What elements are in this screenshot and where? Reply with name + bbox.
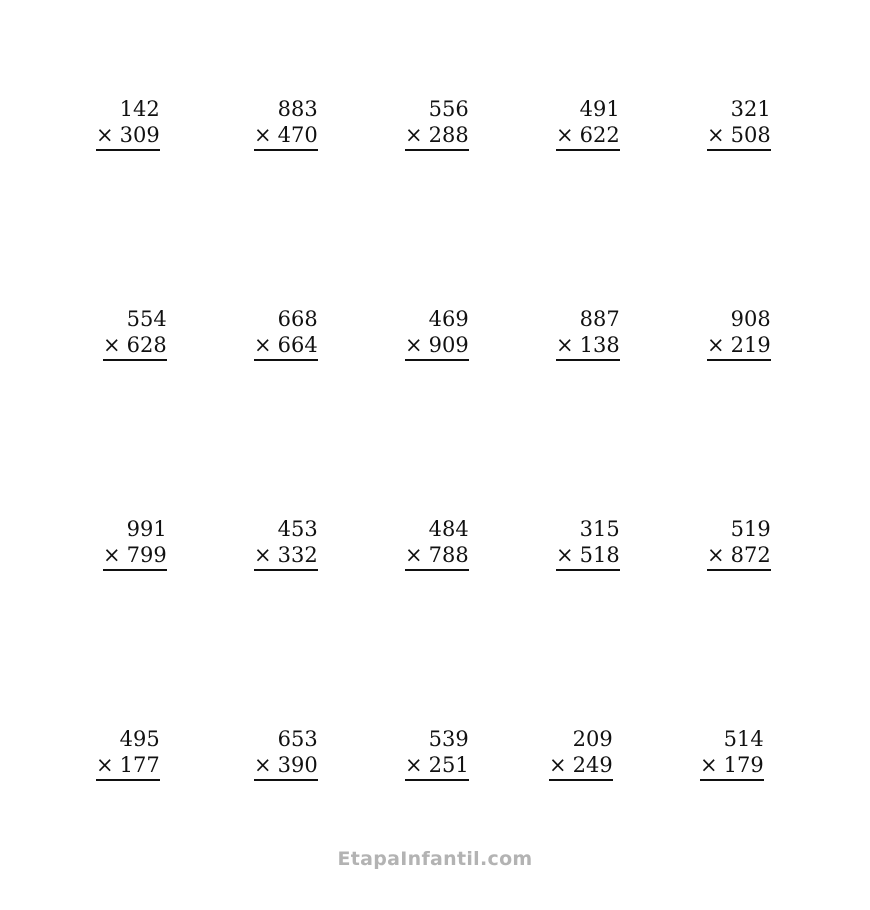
multiplier-row [103,332,167,361]
times-symbol: × [556,123,574,147]
multiplication-problem [556,306,620,361]
multiplier: 788 [428,543,469,567]
multiplicand: 209 [572,727,613,751]
multiplication-problem [103,306,167,361]
multiplier: 872 [730,543,771,567]
multiplier-row [405,122,469,151]
multiplication-problem [556,96,620,151]
multiplier: 622 [579,123,620,147]
multiplication-problem [254,516,318,571]
multiplicand: 491 [579,97,620,121]
multiplication-problem [707,516,771,571]
multiplier: 309 [119,123,160,147]
multiplier-row [707,542,771,571]
multiplier-row [707,122,771,151]
multiplicand: 556 [428,97,469,121]
times-symbol: × [96,123,114,147]
multiplier-row [405,332,469,361]
multiplier-row [556,332,620,361]
multiplier-row [254,542,318,571]
times-symbol: × [405,123,423,147]
multiplier: 288 [428,123,469,147]
multiplicand: 653 [277,727,318,751]
multiplier: 799 [126,543,167,567]
multiplier: 219 [730,333,771,357]
multiplication-problem [103,516,167,571]
multiplication-problem [707,96,771,151]
multiplier: 138 [579,333,620,357]
multiplication-problem [254,96,318,151]
multiplier-row [405,752,469,781]
multiplier: 390 [277,753,318,777]
multiplier: 508 [730,123,771,147]
multiplier-row [405,542,469,571]
multiplication-problem [405,306,469,361]
multiplier-row [96,752,160,781]
multiplicand: 519 [730,517,771,541]
times-symbol: × [96,753,114,777]
times-symbol: × [103,333,121,357]
multiplicand: 514 [723,727,764,751]
times-symbol: × [556,333,574,357]
times-symbol: × [707,543,725,567]
times-symbol: × [556,543,574,567]
times-symbol: × [254,333,272,357]
times-symbol: × [254,123,272,147]
times-symbol: × [103,543,121,567]
times-symbol: × [405,543,423,567]
multiplier: 470 [277,123,318,147]
multiplicand: 469 [428,307,469,331]
multiplier-row [96,122,160,151]
times-symbol: × [405,753,423,777]
multiplication-problem [405,96,469,151]
multiplication-problem [556,516,620,571]
multiplicand: 495 [119,727,160,751]
times-symbol: × [700,753,718,777]
times-symbol: × [405,333,423,357]
multiplier: 518 [579,543,620,567]
times-symbol: × [549,753,567,777]
multiplier: 251 [428,753,469,777]
multiplicand: 142 [119,97,160,121]
multiplier-row [556,542,620,571]
multiplicand: 484 [428,517,469,541]
multiplication-problem [707,306,771,361]
multiplier-row [700,752,764,781]
multiplication-problem [96,726,160,781]
multiplicand: 315 [579,517,620,541]
multiplicand: 908 [730,307,771,331]
multiplicand: 539 [428,727,469,751]
multiplication-problem [96,96,160,151]
multiplicand: 321 [730,97,771,121]
multiplier: 628 [126,333,167,357]
multiplier-row [549,752,613,781]
multiplication-problem [700,726,764,781]
multiplication-problem [549,726,613,781]
times-symbol: × [254,543,272,567]
multiplier: 179 [723,753,764,777]
multiplicand: 554 [126,307,167,331]
multiplicand: 991 [126,517,167,541]
multiplicand: 668 [277,307,318,331]
times-symbol: × [254,753,272,777]
multiplier-row [254,332,318,361]
multiplier: 177 [119,753,160,777]
multiplicand: 883 [277,97,318,121]
watermark-text: EtapaInfantil.com [337,848,533,870]
multiplication-problem [405,516,469,571]
multiplicand: 453 [277,517,318,541]
times-symbol: × [707,333,725,357]
multiplier: 332 [277,543,318,567]
multiplication-problem [405,726,469,781]
multiplier-row [254,752,318,781]
multiplier: 909 [428,333,469,357]
multiplication-problem [254,306,318,361]
multiplication-problem [254,726,318,781]
multiplicand: 887 [579,307,620,331]
multiplier-row [707,332,771,361]
multiplier-row [103,542,167,571]
multiplier: 664 [277,333,318,357]
multiplier-row [254,122,318,151]
multiplier-row [556,122,620,151]
times-symbol: × [707,123,725,147]
multiplier: 249 [572,753,613,777]
